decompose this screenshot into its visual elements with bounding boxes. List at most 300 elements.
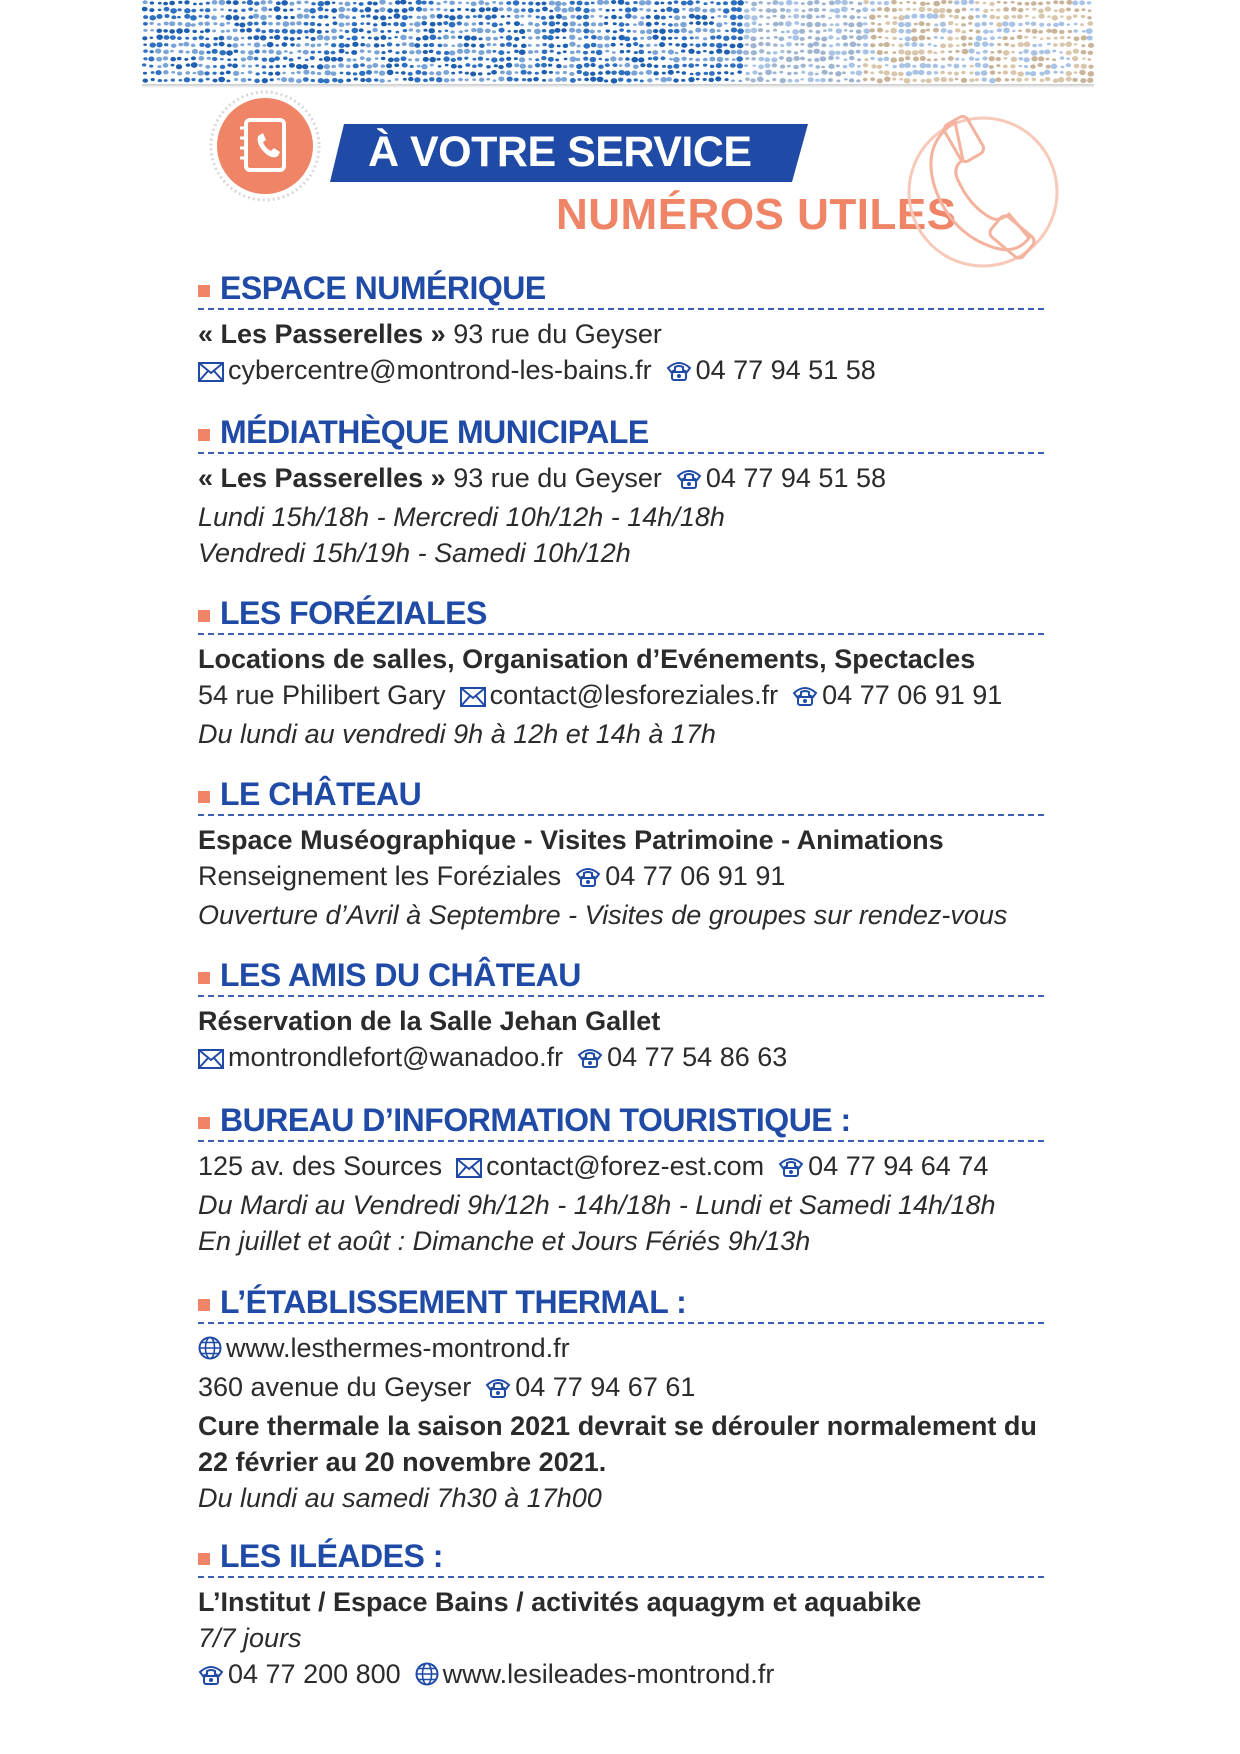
email-link[interactable]: contact@lesforeziales.fr xyxy=(489,680,779,710)
banner-dot xyxy=(948,56,954,61)
banner-dot xyxy=(409,23,413,26)
banner-dot xyxy=(778,36,784,41)
banner-dot xyxy=(555,1,562,7)
banner-dot xyxy=(646,15,651,19)
banner-dot xyxy=(239,23,245,28)
banner-dot xyxy=(457,43,463,47)
banner-dot xyxy=(521,44,527,48)
banner-dot xyxy=(737,15,743,20)
banner-dot xyxy=(374,78,379,81)
banner-dot xyxy=(996,57,1001,61)
banner-dot xyxy=(863,22,867,25)
banner-dot xyxy=(240,29,245,33)
banner-dot xyxy=(219,42,225,47)
banner-dot xyxy=(491,14,496,18)
email-link[interactable]: cybercentre@montrond-les-bains.fr xyxy=(228,355,652,385)
banner-dot xyxy=(354,78,358,81)
banner-dot xyxy=(269,29,274,33)
banner-dot xyxy=(856,70,863,75)
banner-dot xyxy=(563,44,569,48)
banner-dot xyxy=(934,23,938,26)
banner-dot xyxy=(1067,36,1071,38)
address: 93 rue du Geyser xyxy=(445,319,662,349)
banner-dot xyxy=(359,2,364,6)
banner-dot xyxy=(1011,1,1015,4)
banner-dot xyxy=(337,57,343,62)
banner-dot xyxy=(429,1,434,5)
banner-dot xyxy=(703,2,707,5)
banner-dot xyxy=(1058,22,1064,27)
phone-number[interactable]: 04 77 94 51 58 xyxy=(705,463,886,493)
banner-dot xyxy=(1038,56,1044,61)
banner-dot xyxy=(148,57,154,62)
banner-dot xyxy=(731,28,737,33)
banner-dot xyxy=(408,36,413,39)
banner-dot xyxy=(1017,14,1023,19)
phone-number[interactable]: 04 77 06 91 91 xyxy=(605,861,786,891)
banner-dot xyxy=(814,58,819,62)
banner-dot xyxy=(555,77,561,82)
banner-dot xyxy=(737,0,744,5)
banner-dot xyxy=(319,58,323,61)
banner-dot xyxy=(163,63,169,68)
banner-dot xyxy=(863,78,868,82)
phone-number[interactable]: 04 77 94 51 58 xyxy=(695,355,876,385)
banner-dot xyxy=(793,14,799,19)
banner-dot xyxy=(613,22,617,25)
banner-dot xyxy=(291,72,295,75)
banner-dot xyxy=(163,70,169,74)
banner-dot xyxy=(794,1,799,4)
banner-dot xyxy=(983,29,989,34)
banner-dot xyxy=(1073,49,1079,54)
phone-number[interactable]: 04 77 06 91 91 xyxy=(822,680,1003,710)
banner-dot xyxy=(1003,1,1007,4)
phone-number[interactable]: 04 77 94 67 61 xyxy=(515,1372,696,1402)
banner-dot xyxy=(989,43,994,47)
banner-dot xyxy=(849,78,854,82)
banner-dot xyxy=(1040,38,1044,40)
notice-line: Cure thermale la saison 2021 devrait se dérouler normalement du xyxy=(198,1411,1037,1441)
banner-dot xyxy=(990,36,995,40)
banner-dot xyxy=(772,63,777,67)
banner-dot xyxy=(800,50,804,53)
banner-dot xyxy=(1081,44,1085,47)
banner-dot xyxy=(570,51,575,54)
banner-dot xyxy=(802,9,806,12)
banner-dot xyxy=(982,42,989,47)
banner-dot xyxy=(491,70,497,75)
banner-dot xyxy=(248,78,252,81)
banner-dot xyxy=(400,22,406,27)
banner-dot xyxy=(898,8,902,11)
banner-dot xyxy=(268,22,273,26)
banner-dot xyxy=(228,9,232,11)
banner-dot xyxy=(491,57,497,62)
banner-dot xyxy=(731,79,735,82)
banner-dot xyxy=(507,77,513,82)
banner-dot xyxy=(478,50,484,55)
banner-dot xyxy=(178,43,183,46)
banner-dot xyxy=(487,72,491,75)
banner-dot xyxy=(339,22,345,27)
banner-dot xyxy=(170,8,177,13)
banner-dot xyxy=(303,14,309,19)
banner-dot xyxy=(142,36,147,40)
banner-dot xyxy=(143,29,147,32)
banner-dot xyxy=(317,30,322,34)
banner-dot xyxy=(843,43,848,47)
banner-dot xyxy=(205,29,210,33)
banner-dot xyxy=(738,80,742,82)
banner-dot xyxy=(438,65,442,67)
banner-dot xyxy=(437,37,441,40)
banner-dot xyxy=(703,58,708,62)
banner-dot xyxy=(296,1,301,5)
banner-dot xyxy=(612,63,617,67)
banner-dot xyxy=(625,63,631,68)
banner-dot xyxy=(1003,50,1010,55)
banner-dot xyxy=(414,77,420,82)
banner-dot xyxy=(269,57,275,62)
banner-dot xyxy=(416,7,422,12)
banner-dot xyxy=(786,57,793,63)
banner-dot xyxy=(1024,65,1028,68)
banner-dot xyxy=(450,9,455,12)
banner-dot xyxy=(522,36,526,39)
banner-dot xyxy=(949,14,953,17)
banner-dot xyxy=(934,71,938,74)
banner-dot xyxy=(443,1,447,4)
banner-dot xyxy=(248,7,253,11)
banner-dot xyxy=(331,29,337,34)
banner-dot xyxy=(885,21,890,25)
banner-dot xyxy=(689,14,695,19)
banner-dot xyxy=(528,1,533,5)
banner-dot xyxy=(158,2,162,5)
banner-dot xyxy=(696,51,701,54)
banner-dot xyxy=(1074,64,1080,69)
banner-dot xyxy=(262,57,267,61)
banner-dot xyxy=(421,64,428,69)
banner-dot xyxy=(395,0,401,5)
banner-dot xyxy=(681,1,687,6)
banner-dot xyxy=(444,15,449,19)
banner-dot xyxy=(955,9,961,14)
banner-dot xyxy=(345,44,350,48)
banner-dot xyxy=(241,72,245,74)
banner-dot xyxy=(464,49,470,54)
banner-dot xyxy=(962,8,967,12)
banner-dot xyxy=(200,9,204,12)
banner-dot xyxy=(514,50,519,53)
banner-dot xyxy=(549,10,553,13)
banner-dot xyxy=(1004,43,1009,46)
banner-dot xyxy=(1082,30,1086,33)
banner-dot xyxy=(694,7,701,12)
banner-dot xyxy=(920,56,926,61)
banner-dot xyxy=(829,9,834,13)
banner-dot xyxy=(541,56,546,60)
banner-dot xyxy=(1038,14,1044,19)
banner-dot xyxy=(577,23,581,26)
banner-dot xyxy=(276,50,282,55)
banner-dot xyxy=(1061,66,1065,69)
banner-dot xyxy=(766,51,770,54)
banner-dot xyxy=(723,1,728,5)
banner-dot xyxy=(486,78,490,81)
banner-dot xyxy=(842,71,846,74)
banner-dot xyxy=(150,29,154,32)
banner-dot xyxy=(1024,36,1028,39)
banner-dot xyxy=(809,30,813,33)
banner-dot xyxy=(568,7,575,12)
banner-dot xyxy=(689,8,694,12)
banner-dot xyxy=(613,30,617,33)
banner-dot xyxy=(464,22,469,26)
banner-dot xyxy=(905,29,911,34)
banner-dot xyxy=(583,71,589,76)
telephone-icon xyxy=(778,1151,804,1187)
banner-dot xyxy=(933,64,939,68)
banner-dot xyxy=(975,8,980,12)
banner-dot xyxy=(493,43,497,46)
banner-dot xyxy=(794,21,799,25)
banner-dot xyxy=(780,44,784,47)
banner-dot xyxy=(163,29,168,33)
banner-dot xyxy=(562,16,568,20)
banner-dot xyxy=(268,0,273,4)
banner-dot xyxy=(204,15,209,19)
banner-dot xyxy=(548,43,554,48)
services-line: L’Institut / Espace Bains / activités aquagym et aquabike xyxy=(198,1587,922,1617)
banner-dot xyxy=(1066,50,1072,55)
banner-dot xyxy=(793,56,799,61)
banner-dot xyxy=(773,51,778,54)
address: 54 rue Philibert Gary xyxy=(198,680,446,710)
banner-dot xyxy=(535,72,539,75)
email-link[interactable]: montrondlefort@wanadoo.fr xyxy=(228,1042,564,1072)
banner-dot xyxy=(1066,57,1070,60)
banner-dot xyxy=(260,35,267,40)
banner-dot xyxy=(758,42,763,46)
banner-dot xyxy=(645,0,651,5)
banner-dot xyxy=(199,43,204,47)
banner-dot xyxy=(191,23,196,27)
banner-dot xyxy=(485,28,491,33)
banner-dot xyxy=(443,21,448,25)
banner-dot xyxy=(331,65,336,68)
banner-dot xyxy=(751,2,757,7)
banner-dot xyxy=(640,63,645,67)
phone-number[interactable]: 04 77 94 64 74 xyxy=(808,1151,989,1181)
banner-dot xyxy=(570,78,576,83)
banner-dot xyxy=(919,7,926,12)
banner-dot xyxy=(654,15,660,20)
banner-dot xyxy=(1039,23,1044,27)
banner-dot xyxy=(911,42,917,47)
banner-dot xyxy=(687,0,693,5)
banner-dot xyxy=(877,1,882,4)
banner-dot xyxy=(282,29,288,34)
website-link[interactable]: www.lesileades-montrond.fr xyxy=(442,1659,775,1689)
banner-dot xyxy=(254,22,259,26)
banner-dot xyxy=(275,15,281,20)
banner-dot xyxy=(767,2,771,5)
banner-dot xyxy=(633,37,638,41)
section-title: L’ÉTABLISSEMENT THERMAL : xyxy=(220,1283,687,1320)
banner-dot xyxy=(185,37,189,40)
banner-dot xyxy=(1017,2,1022,6)
banner-dot xyxy=(1072,78,1077,82)
banner-dot xyxy=(660,77,667,82)
banner-dot xyxy=(338,63,344,68)
banner-dot xyxy=(1032,78,1037,81)
banner-dot xyxy=(522,78,526,81)
section-title: LE CHÂTEAU xyxy=(220,775,422,812)
banner-dot xyxy=(492,1,496,4)
banner-dot xyxy=(212,72,216,75)
banner-dot xyxy=(1059,8,1065,13)
banner-dot xyxy=(478,37,482,40)
banner-dot xyxy=(848,22,854,27)
banner-dot xyxy=(899,2,903,4)
banner-dot xyxy=(590,29,595,33)
banner-dot xyxy=(596,50,603,55)
phone-number[interactable]: 04 77 54 86 63 xyxy=(607,1042,788,1072)
banner-dot xyxy=(198,56,204,61)
banner-dot xyxy=(458,1,462,4)
banner-dot xyxy=(737,63,743,68)
banner-dot xyxy=(794,8,799,11)
banner-dot xyxy=(528,50,533,54)
banner-dot xyxy=(918,70,924,75)
banner-dot xyxy=(164,14,169,18)
banner-dot xyxy=(1033,36,1037,39)
banner-dot xyxy=(338,13,345,18)
banner-dot xyxy=(626,43,631,47)
banner-dot xyxy=(913,79,917,82)
title-bar xyxy=(330,124,808,182)
banner-dot xyxy=(808,8,813,12)
banner-dot xyxy=(695,64,699,67)
banner-dot xyxy=(275,65,280,69)
banner-dot xyxy=(541,70,547,74)
banner-dot xyxy=(941,58,945,61)
banner-dot xyxy=(961,71,966,74)
banner-dot xyxy=(954,0,960,4)
banner-dot xyxy=(781,31,785,34)
banner-dot xyxy=(184,58,188,61)
banner-dot xyxy=(1025,8,1029,10)
banner-dot xyxy=(247,56,253,61)
banner-dot xyxy=(982,63,988,68)
banner-dot xyxy=(899,78,903,81)
banner-dot xyxy=(688,77,694,82)
banner-dot xyxy=(898,29,904,34)
banner-dot xyxy=(666,77,672,81)
banner-dot xyxy=(304,22,309,26)
opening-hours: Lundi 15h/18h - Mercredi 10h/12h - 14h/18h xyxy=(198,502,725,532)
banner-dot xyxy=(269,65,273,68)
banner-dot xyxy=(871,22,875,25)
banner-dot xyxy=(640,16,644,19)
banner-dot xyxy=(472,58,476,61)
banner-dot xyxy=(388,37,392,40)
banner-dot xyxy=(255,64,259,67)
banner-dot xyxy=(332,16,336,18)
banner-dot xyxy=(898,43,903,47)
banner-dot xyxy=(731,0,737,5)
banner-dot xyxy=(408,72,413,76)
banner-dot xyxy=(387,80,391,83)
banner-dot xyxy=(445,30,449,33)
banner-dot xyxy=(339,2,343,5)
banner-dot xyxy=(522,2,526,5)
banner-dot xyxy=(736,7,742,12)
banner-dot xyxy=(828,64,834,69)
telephone-handset-outline-icon xyxy=(895,104,1071,280)
banner-dot xyxy=(646,43,651,47)
banner-dot xyxy=(611,15,617,20)
banner-dot xyxy=(282,65,286,68)
banner-dot xyxy=(639,8,643,11)
banner-dot xyxy=(932,14,938,19)
banner-dot xyxy=(464,29,468,32)
banner-dot xyxy=(142,7,148,12)
banner-dot xyxy=(877,57,882,61)
banner-dot xyxy=(676,71,680,74)
banner-dot xyxy=(822,2,826,5)
banner-dot xyxy=(1018,65,1022,67)
banner-dot xyxy=(143,22,148,26)
banner-dot xyxy=(1087,1,1092,4)
banner-dot xyxy=(611,0,616,4)
banner-dot xyxy=(227,44,232,48)
banner-dot xyxy=(688,30,693,34)
banner-dot xyxy=(799,29,805,34)
banner-dot xyxy=(815,73,819,76)
banner-dot xyxy=(1023,49,1029,54)
banner-dot xyxy=(926,78,932,83)
banner-dot xyxy=(680,22,687,27)
email-link[interactable]: contact@forez-est.com xyxy=(486,1151,765,1181)
banner-dot xyxy=(395,51,399,54)
phone-number[interactable]: 04 77 200 800 xyxy=(228,1659,401,1689)
contact-line xyxy=(198,1656,1044,1695)
banner-dot xyxy=(961,16,965,19)
banner-dot xyxy=(303,70,309,75)
banner-dot xyxy=(1066,63,1071,67)
banner-dot xyxy=(485,15,491,20)
website-link[interactable]: www.lesthermes-montrond.fr xyxy=(226,1333,570,1363)
banner-dot xyxy=(821,36,827,41)
banner-dot xyxy=(359,28,364,32)
banner-dot xyxy=(163,2,168,6)
banner-dot xyxy=(716,2,721,6)
banner-dot xyxy=(709,51,714,55)
banner-dot xyxy=(534,29,541,35)
banner-dot xyxy=(1052,50,1056,53)
banner-dot xyxy=(695,43,700,47)
banner-dot xyxy=(618,0,625,5)
banner-dot xyxy=(1011,70,1017,75)
banner-dot xyxy=(289,63,295,68)
banner-dot xyxy=(1017,35,1023,40)
banner-dot xyxy=(998,36,1002,39)
banner-dot xyxy=(506,70,512,75)
banner-dot xyxy=(340,72,344,75)
